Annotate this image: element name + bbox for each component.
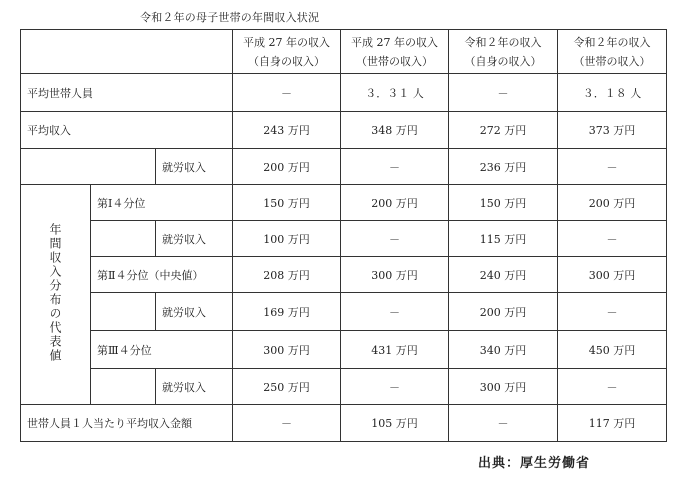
- table-row: [21, 112, 667, 149]
- header-row: [21, 30, 667, 74]
- header-cell: [233, 30, 341, 74]
- table-cell: －: [558, 369, 667, 405]
- blank-cell: [91, 369, 156, 405]
- table-row: [21, 369, 667, 405]
- row-label: 第Ⅱ４分位（中央値）: [91, 257, 233, 293]
- side-label-text: 年間収入分布の代表値: [48, 223, 62, 363]
- table-row: [21, 405, 667, 442]
- header-corner: [21, 30, 233, 74]
- header-line: （自身の収入）: [248, 54, 326, 68]
- table-cell: 117 万円: [558, 405, 667, 442]
- blank-cell: [21, 149, 156, 185]
- table-cell: 431 万円: [341, 331, 449, 369]
- table-row: [21, 74, 667, 112]
- table-cell: 300 万円: [233, 331, 341, 369]
- table-cell: 105 万円: [341, 405, 449, 442]
- table-cell: 200 万円: [341, 185, 449, 221]
- row-label: 就労収入: [156, 149, 233, 185]
- table-cell: 272 万円: [449, 112, 558, 149]
- table-cell: 240 万円: [449, 257, 558, 293]
- table-title: 令和２年の母子世帯の年間収入状況: [140, 11, 320, 24]
- header-cell: [449, 30, 558, 74]
- blank-cell: [91, 221, 156, 257]
- table-cell: －: [233, 74, 341, 112]
- table-row: [21, 149, 667, 185]
- table-row: [21, 185, 667, 221]
- table-cell: －: [558, 221, 667, 257]
- table-cell: 373 万円: [558, 112, 667, 149]
- table-row: [21, 257, 667, 293]
- table-row: [21, 293, 667, 331]
- row-label: 平均収入: [21, 112, 233, 149]
- table-cell: －: [233, 405, 341, 442]
- table-cell: －: [341, 369, 449, 405]
- table-cell: 243 万円: [233, 112, 341, 149]
- table-cell: 150 万円: [233, 185, 341, 221]
- table-cell: －: [449, 405, 558, 442]
- table-cell: 348 万円: [341, 112, 449, 149]
- table-cell: 250 万円: [233, 369, 341, 405]
- header-line: 令和２年の収入: [573, 35, 651, 49]
- table-cell: ３．３１ 人: [341, 74, 449, 112]
- table-cell: 208 万円: [233, 257, 341, 293]
- header-line: （世帯の収入）: [356, 54, 434, 68]
- table-cell: 200 万円: [233, 149, 341, 185]
- table-cell: 300 万円: [341, 257, 449, 293]
- header-line: 平成 27 年の収入: [243, 35, 331, 49]
- row-label: 平均世帯人員: [21, 74, 233, 112]
- blank-cell: [91, 293, 156, 331]
- table-row: [21, 221, 667, 257]
- table-cell: 169 万円: [233, 293, 341, 331]
- table-cell: 300 万円: [449, 369, 558, 405]
- header-cell: [558, 30, 667, 74]
- table-cell: 100 万円: [233, 221, 341, 257]
- source-credit: 出典：厚生労働省: [478, 456, 591, 471]
- table-cell: 340 万円: [449, 331, 558, 369]
- table-cell: 450 万円: [558, 331, 667, 369]
- table-cell: －: [341, 149, 449, 185]
- table-row: [21, 331, 667, 369]
- table-cell: －: [558, 293, 667, 331]
- distribution-side-label: [21, 185, 91, 405]
- header-line: （世帯の収入）: [573, 54, 651, 68]
- row-label: 第Ⅲ４分位: [91, 331, 233, 369]
- row-label: 就労収入: [156, 293, 233, 331]
- header-line: 平成 27 年の収入: [351, 35, 439, 49]
- header-line: 令和２年の収入: [464, 35, 542, 49]
- table-cell: 236 万円: [449, 149, 558, 185]
- table-cell: 150 万円: [449, 185, 558, 221]
- table-cell: 300 万円: [558, 257, 667, 293]
- table-cell: －: [449, 74, 558, 112]
- table-cell: 200 万円: [558, 185, 667, 221]
- table-cell: －: [341, 293, 449, 331]
- table-cell: －: [341, 221, 449, 257]
- table-cell: 200 万円: [449, 293, 558, 331]
- row-label: 就労収入: [156, 369, 233, 405]
- row-label: 第Ⅰ４分位: [91, 185, 233, 221]
- table-cell: 115 万円: [449, 221, 558, 257]
- table-cell: ３．１８ 人: [558, 74, 667, 112]
- row-label: 世帯人員１人当たり平均収入金額: [21, 405, 233, 442]
- header-line: （自身の収入）: [464, 54, 542, 68]
- header-cell: [341, 30, 449, 74]
- income-table: [20, 29, 667, 442]
- row-label: 就労収入: [156, 221, 233, 257]
- table-cell: －: [558, 149, 667, 185]
